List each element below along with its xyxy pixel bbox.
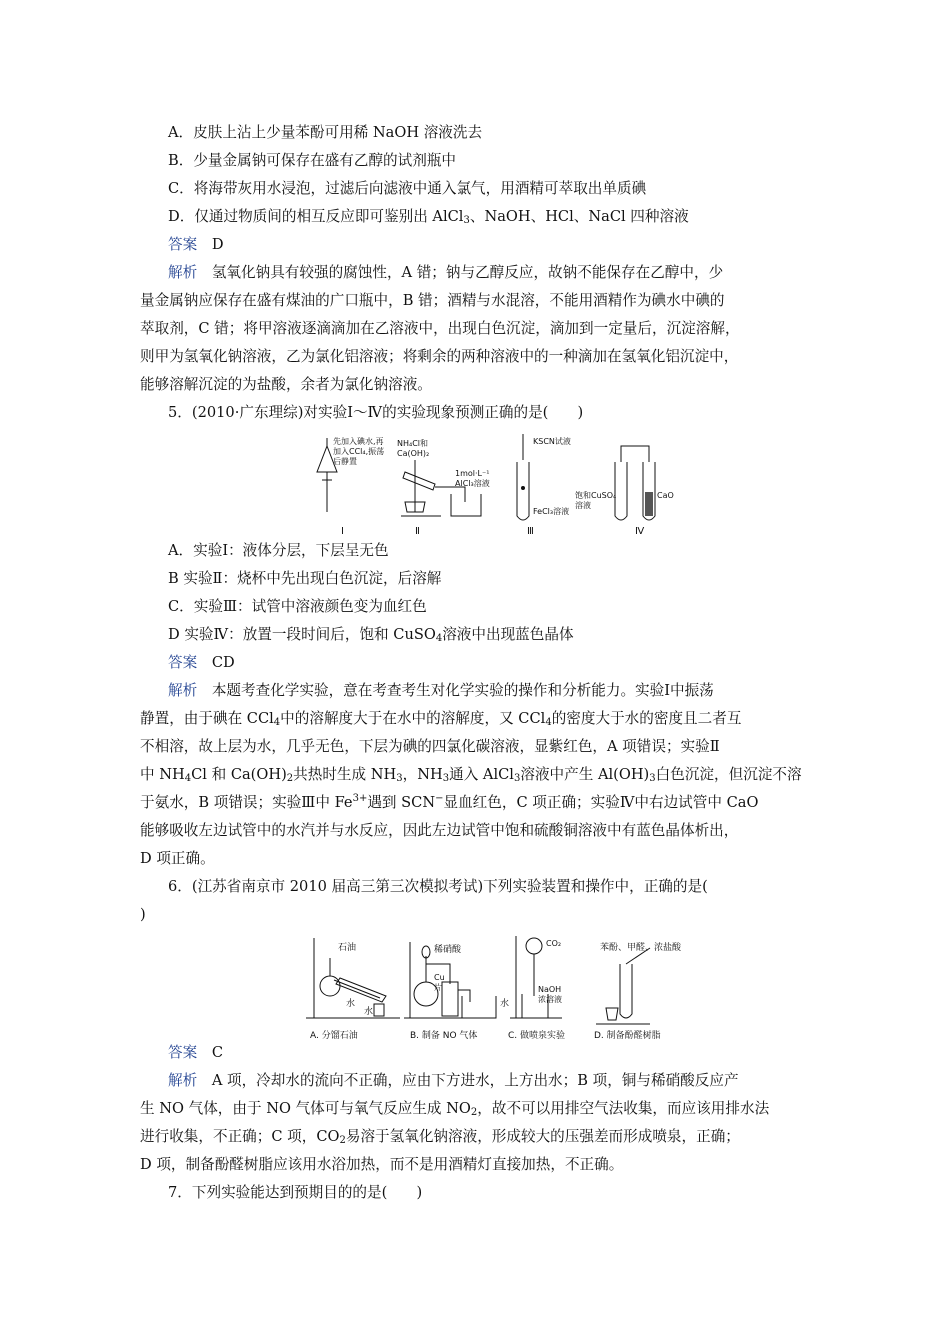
q4-option-b: B．少量金属钠可保存在盛有乙醇的试剂瓶中 xyxy=(168,152,457,169)
answer-label: 答案 xyxy=(168,654,198,671)
q5-option-c: C．实验Ⅲ：试管中溶液颜色变为血红色 xyxy=(168,598,427,615)
caption-d: D. 制备酚醛树脂 xyxy=(594,1031,661,1041)
fig1-text: 后静置 xyxy=(333,457,357,466)
caption-a: A. 分馏石油 xyxy=(310,1031,358,1041)
q4-analysis-line: 萃取剂，C 错；将甲溶液逐滴滴加在乙溶液中，出现白色沉淀，滴加到一定量后，沉淀溶解， xyxy=(140,320,740,337)
caption-c: C. 做喷泉实验 xyxy=(508,1031,566,1041)
q4-analysis-line: 能够溶解沉淀的为盐酸，余者为氯化钠溶液。 xyxy=(140,376,432,393)
q5-analysis-line: 不相溶，故上层为水，几乎无色，下层为碘的四氯化碳溶液，显紫红色，A 项错误；实验Ⅱ xyxy=(140,738,720,755)
analysis-label: 解析 xyxy=(168,264,198,281)
q5-analysis-line: 于氨水，B 项错误；实验Ⅲ中 $Fe^{3+}$遇到 SCN−显血红色，C 项正确；实验Ⅳ中右边试管中 CaO xyxy=(140,793,759,811)
label-i: Ⅰ xyxy=(341,526,344,537)
fig2-text: Ca(OH)₂ xyxy=(397,449,430,458)
q5-answer: 答案 CD xyxy=(168,654,235,671)
q5-option-b: B 实验Ⅱ：烧杯中先出现白色沉淀，后溶解 xyxy=(168,570,442,587)
q5-analysis-line: 静置，由于碘在 CCl$_4$中的溶解度大于在水中的溶解度，又 CCl$_4$的密度大于水的密度且二者互 xyxy=(140,710,742,728)
fig3-text: KSCN试液 xyxy=(533,437,571,446)
fig6b-text: 水 xyxy=(500,999,510,1009)
fig2-text: 1mol·L⁻¹ xyxy=(455,469,490,478)
fig4-text: 溶液 xyxy=(575,501,591,510)
q6-stem-cont: ) xyxy=(140,906,146,923)
q6-analysis-line: 进行收集，不正确；C 项，$CO_2$易溶于氢氧化钠溶液，形成较大的压强差而形成喷泉，正确； xyxy=(140,1128,740,1146)
fig6a-text: 水 xyxy=(346,999,356,1009)
q5-analysis-line: 解析 本题考查化学实验，意在考查考生对化学实验的操作和分析能力。实验Ⅰ中振荡 xyxy=(168,682,714,699)
fig4-text: 饱和CuSO₄ xyxy=(575,491,617,500)
answer-label: 答案 xyxy=(168,236,198,253)
q5-analysis-line: 能够吸收左边试管中的水汽并与水反应，因此左边试管中饱和硫酸铜溶液中有蓝色晶体析出， xyxy=(140,822,739,839)
q5-stem: 5．(2010·广东理综)对实验Ⅰ～Ⅳ的实验现象预测正确的是( ) xyxy=(168,404,584,421)
q6-answer: 答案 C xyxy=(168,1044,223,1061)
q5-analysis-line: 中 $NH_4Cl$ 和 $Ca(OH)_2$共热时生成 $NH_3$，$NH_3$通入 AlCl$_3$溶液中产生 $Al(OH)_3$白色沉淀，但沉淀不溶 xyxy=(140,766,802,784)
answer-label: 答案 xyxy=(168,1044,198,1061)
fig2-text: NH₄Cl和 xyxy=(397,439,429,448)
fig6d-text: 苯酚、甲醛、浓盐酸 xyxy=(600,943,682,953)
q5-figure xyxy=(305,432,674,538)
fig2-text: AlCl₃溶液 xyxy=(455,479,490,488)
label-ii: Ⅱ xyxy=(415,526,420,537)
q5-option-a: A．实验Ⅰ：液体分层，下层呈无色 xyxy=(168,542,389,559)
q4-answer: 答案 D xyxy=(168,236,224,253)
fig4-text: CaO xyxy=(657,491,674,500)
fig1-text: 先加入碘水,再 xyxy=(333,437,384,446)
q4-option-c: C．将海带灰用水浸泡，过滤后向滤液中通入氯气，用酒精可萃取出单质碘 xyxy=(168,180,647,197)
q6-analysis-line: 生 NO 气体，由于 NO 气体可与氧气反应生成 $NO_2$，故不可以用排空气法收集，而应该用排水法 xyxy=(140,1100,770,1118)
fig6c-text: CO₂ xyxy=(546,939,562,948)
caption-b: B. 制备 NO 气体 xyxy=(410,1031,478,1041)
fig6b-text: Cu xyxy=(434,973,445,982)
fig6a-text: 石油 xyxy=(338,943,357,953)
fig6b-text: 稀硝酸 xyxy=(434,945,462,955)
q4-option-a: A．皮肤上沾上少量苯酚可用稀 NaOH 溶液洗去 xyxy=(168,124,483,141)
q4-option-d: D．仅通过物质间的相互反应即可鉴别出 AlCl$_3$、NaOH、HCl、NaCl 四种溶液 xyxy=(168,208,689,226)
label-iii: Ⅲ xyxy=(527,526,534,537)
fig6c-text: NaOH xyxy=(538,985,562,994)
q6-stem: 6．(江苏省南京市 2010 届高三第三次模拟考试)下列实验装置和操作中，正确的是( xyxy=(168,878,708,895)
analysis-label: 解析 xyxy=(168,1072,198,1089)
q5-option-d: D 实验Ⅳ：放置一段时间后，饱和 CuSO$_4$溶液中出现蓝色晶体 xyxy=(168,626,574,644)
fig6a-text: 水 xyxy=(364,1007,374,1017)
fig6b-text: 片 xyxy=(434,983,442,992)
q4-analysis-line: 解析 氢氧化钠具有较强的腐蚀性，A 错；钠与乙醇反应，故钠不能保存在乙醇中，少 xyxy=(168,264,724,281)
q7-stem: 7．下列实验能达到预期目的的是( ) xyxy=(168,1184,423,1201)
q4-analysis-line: 则甲为氢氧化钠溶液，乙为氯化铝溶液；将剩余的两种溶液中的一种滴加在氢氧化铝沉淀中， xyxy=(140,348,739,365)
q4-analysis-line: 量金属钠应保存在盛有煤油的广口瓶中，B 错；酒精与水混溶，不能用酒精作为碘水中碘的 xyxy=(140,292,725,309)
fig1-text: 加入CCl₄,振荡 xyxy=(333,447,385,456)
label-iv: Ⅳ xyxy=(635,526,645,537)
fig6c-text: 浓溶液 xyxy=(538,995,562,1004)
q5-analysis-line: D 项正确。 xyxy=(140,850,215,867)
q6-analysis-line: 解析 A 项，冷却水的流向不正确，应由下方进水，上方出水；B 项，铜与稀硝酸反应产 xyxy=(168,1072,739,1089)
q6-figure xyxy=(300,934,685,1046)
fig3-text: FeCl₃溶液 xyxy=(533,507,570,516)
q6-analysis-line: D 项，制备酚醛树脂应该用水浴加热，而不是用酒精灯直接加热，不正确。 xyxy=(140,1156,624,1173)
analysis-label: 解析 xyxy=(168,682,198,699)
